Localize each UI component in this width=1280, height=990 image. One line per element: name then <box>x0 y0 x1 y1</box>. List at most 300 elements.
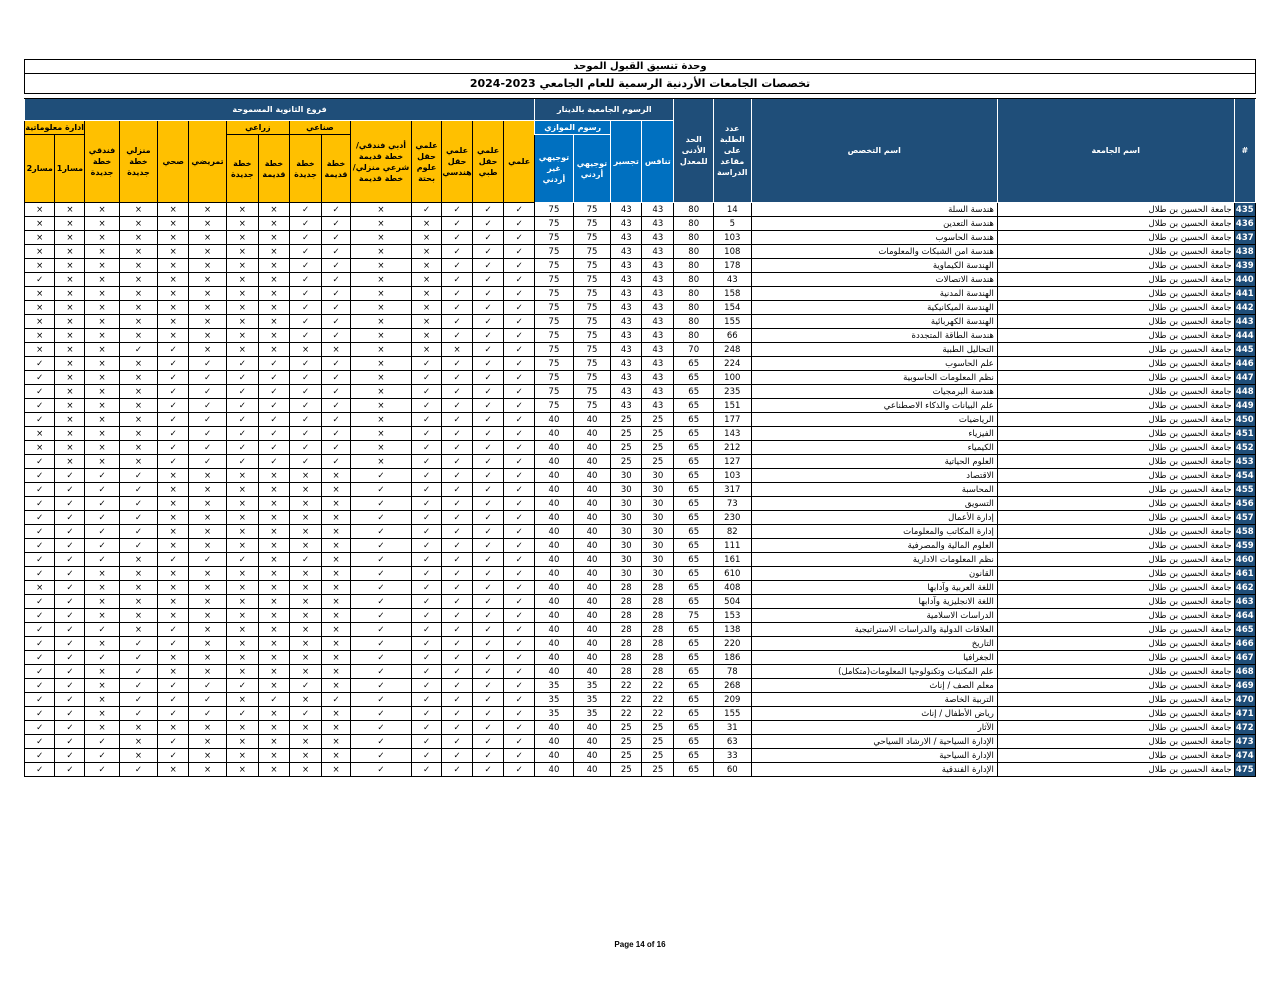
check-icon: ✓ <box>158 679 189 693</box>
table-row <box>25 735 1256 749</box>
cross-icon: × <box>226 497 258 511</box>
competitive-fee-cell: 30 <box>642 483 674 497</box>
cross-icon: × <box>226 651 258 665</box>
seats-cell: 5 <box>714 217 751 231</box>
check-icon: ✓ <box>412 539 442 553</box>
competitive-fee-cell: 25 <box>642 413 674 427</box>
cross-icon: × <box>55 455 85 469</box>
non-jordanian-fee-cell: 40 <box>535 497 574 511</box>
non-jordanian-fee-cell: 75 <box>535 217 574 231</box>
non-jordanian-fee-cell: 75 <box>535 357 574 371</box>
row-number: 437 <box>1235 232 1254 243</box>
parallel-group-header: رسوم الموازي <box>535 121 611 135</box>
min-average-cell: 65 <box>674 763 714 777</box>
seats-cell: 143 <box>714 427 751 441</box>
bridging-fee-cell: 30 <box>611 469 642 483</box>
cross-icon: × <box>189 273 226 287</box>
check-icon: ✓ <box>473 651 504 665</box>
cross-icon: × <box>158 763 189 777</box>
cross-icon: × <box>226 301 258 315</box>
check-icon: ✓ <box>504 413 535 427</box>
check-icon: ✓ <box>350 763 411 777</box>
check-icon: ✓ <box>442 665 473 679</box>
check-icon: ✓ <box>350 511 411 525</box>
jordanian-fee-cell: 40 <box>573 581 610 595</box>
row-number: 438 <box>1235 246 1254 257</box>
specialization-cell: هندسة السلة <box>751 203 997 217</box>
cross-icon: × <box>258 343 289 357</box>
specialization-cell: المحاسبة <box>751 483 997 497</box>
check-icon: ✓ <box>442 371 473 385</box>
competitive-fee-cell: 43 <box>642 217 674 231</box>
check-icon: ✓ <box>442 287 473 301</box>
row-number: 449 <box>1235 400 1254 411</box>
cross-icon: × <box>158 609 189 623</box>
check-icon: ✓ <box>442 497 473 511</box>
non-jordanian-fee-cell: 40 <box>535 623 574 637</box>
cross-icon: × <box>85 441 119 455</box>
cross-icon: × <box>412 231 442 245</box>
branches-group-header: فروع الثانوية المسموحة <box>25 99 535 121</box>
cross-icon: × <box>258 623 289 637</box>
check-icon: ✓ <box>412 427 442 441</box>
row-number: 474 <box>1235 750 1254 761</box>
cross-icon: × <box>119 749 158 763</box>
cross-icon: × <box>289 749 321 763</box>
cross-icon: × <box>119 259 158 273</box>
cross-icon: × <box>226 763 258 777</box>
min-average-cell: 65 <box>674 567 714 581</box>
non-jordanian-fee-cell: 40 <box>535 721 574 735</box>
check-icon: ✓ <box>473 539 504 553</box>
cross-icon: × <box>189 287 226 301</box>
cross-icon: × <box>189 539 226 553</box>
bridging-fee-cell: 43 <box>611 301 642 315</box>
min-average-cell: 65 <box>674 595 714 609</box>
agricultural-group-header: زراعي <box>226 121 289 135</box>
check-icon: ✓ <box>473 553 504 567</box>
row-number: 435 <box>1235 204 1254 215</box>
cross-icon: × <box>322 595 351 609</box>
specialization-cell: الهندسة المدنية <box>751 287 997 301</box>
check-icon: ✓ <box>119 483 158 497</box>
bridging-fee-cell: 22 <box>611 693 642 707</box>
cross-icon: × <box>322 637 351 651</box>
cross-icon: × <box>258 203 289 217</box>
cross-icon: × <box>119 231 158 245</box>
jordanian-fee-cell: 40 <box>573 721 610 735</box>
cross-icon: × <box>189 651 226 665</box>
check-icon: ✓ <box>226 455 258 469</box>
page-footer: Page 14 of 16 <box>614 940 666 949</box>
cross-icon: × <box>158 245 189 259</box>
competitive-fee-cell: 25 <box>642 749 674 763</box>
check-icon: ✓ <box>85 511 119 525</box>
seats-cell: 154 <box>714 301 751 315</box>
cross-icon: × <box>322 525 351 539</box>
check-icon: ✓ <box>442 707 473 721</box>
cross-icon: × <box>289 511 321 525</box>
cross-icon: × <box>189 231 226 245</box>
cross-icon: × <box>85 385 119 399</box>
check-icon: ✓ <box>412 469 442 483</box>
home-new-header: منزلي خطة جديدة <box>119 121 158 203</box>
specialization-cell: الإدارة الفندقية <box>751 763 997 777</box>
jordanian-fee-cell: 35 <box>573 693 610 707</box>
specialization-cell: الإدارة السياحية / الارشاد السياحي <box>751 735 997 749</box>
check-icon: ✓ <box>350 553 411 567</box>
check-icon: ✓ <box>85 525 119 539</box>
check-icon: ✓ <box>25 707 55 721</box>
check-icon: ✓ <box>473 609 504 623</box>
cross-icon: × <box>289 637 321 651</box>
cross-icon: × <box>189 525 226 539</box>
check-icon: ✓ <box>350 497 411 511</box>
check-icon: ✓ <box>189 399 226 413</box>
cross-icon: × <box>119 245 158 259</box>
table-row <box>25 357 1256 371</box>
check-icon: ✓ <box>158 637 189 651</box>
jordanian-fee-cell: 40 <box>573 497 610 511</box>
cross-icon: × <box>322 623 351 637</box>
table-row <box>25 763 1256 777</box>
check-icon: ✓ <box>158 371 189 385</box>
cross-icon: × <box>55 441 85 455</box>
check-icon: ✓ <box>322 371 351 385</box>
cross-icon: × <box>85 399 119 413</box>
check-icon: ✓ <box>504 469 535 483</box>
cross-icon: × <box>412 273 442 287</box>
check-icon: ✓ <box>473 525 504 539</box>
check-icon: ✓ <box>473 497 504 511</box>
specialization-cell: العلوم المالية والمصرفية <box>751 539 997 553</box>
table-row <box>25 693 1256 707</box>
cross-icon: × <box>158 231 189 245</box>
check-icon: ✓ <box>119 497 158 511</box>
table-row <box>25 287 1256 301</box>
cross-icon: × <box>226 315 258 329</box>
min-average-cell: 75 <box>674 609 714 623</box>
university-cell: جامعة الحسين بن طلال <box>997 623 1234 637</box>
university-cell: جامعة الحسين بن طلال <box>997 553 1234 567</box>
competitive-fee-cell: 28 <box>642 609 674 623</box>
competitive-fee-cell: 30 <box>642 567 674 581</box>
check-icon: ✓ <box>25 763 55 777</box>
cross-icon: × <box>322 539 351 553</box>
cross-icon: × <box>189 245 226 259</box>
check-icon: ✓ <box>322 217 351 231</box>
cross-icon: × <box>119 441 158 455</box>
cross-icon: × <box>258 497 289 511</box>
cross-icon: × <box>350 203 411 217</box>
university-cell: جامعة الحسين بن طلال <box>997 427 1234 441</box>
cross-icon: × <box>25 301 55 315</box>
check-icon: ✓ <box>442 693 473 707</box>
non-jordanian-fee-cell: 40 <box>535 455 574 469</box>
cross-icon: × <box>412 315 442 329</box>
check-icon: ✓ <box>322 273 351 287</box>
non-jordanian-fee-cell: 75 <box>535 315 574 329</box>
cross-icon: × <box>258 273 289 287</box>
competitive-fee-cell: 43 <box>642 343 674 357</box>
cross-icon: × <box>189 343 226 357</box>
check-icon: ✓ <box>504 259 535 273</box>
cross-icon: × <box>55 343 85 357</box>
min-average-cell: 80 <box>674 329 714 343</box>
cross-icon: × <box>85 371 119 385</box>
check-icon: ✓ <box>119 665 158 679</box>
non-jordanian-fee-cell: 75 <box>535 301 574 315</box>
cross-icon: × <box>85 455 119 469</box>
check-icon: ✓ <box>119 539 158 553</box>
min-average-cell: 65 <box>674 651 714 665</box>
jordanian-fee-cell: 40 <box>573 623 610 637</box>
seats-cell: 158 <box>714 287 751 301</box>
check-icon: ✓ <box>322 441 351 455</box>
check-icon: ✓ <box>25 623 55 637</box>
cross-icon: × <box>55 427 85 441</box>
check-icon: ✓ <box>504 301 535 315</box>
unit-title: وحدة تنسيق القبول الموحد <box>25 60 1256 74</box>
row-number: 455 <box>1235 484 1254 495</box>
min-average-cell: 65 <box>674 357 714 371</box>
cross-icon: × <box>25 427 55 441</box>
track1-header: مسار1 <box>55 135 85 203</box>
check-icon: ✓ <box>322 259 351 273</box>
non-jordanian-fee-cell: 40 <box>535 567 574 581</box>
check-icon: ✓ <box>442 763 473 777</box>
cross-icon: × <box>189 721 226 735</box>
check-icon: ✓ <box>189 413 226 427</box>
cross-icon: × <box>85 245 119 259</box>
cross-icon: × <box>189 469 226 483</box>
check-icon: ✓ <box>55 637 85 651</box>
cross-icon: × <box>350 217 411 231</box>
cross-icon: × <box>85 413 119 427</box>
cross-icon: × <box>85 595 119 609</box>
check-icon: ✓ <box>322 329 351 343</box>
min-average-cell: 65 <box>674 693 714 707</box>
seats-cell: 103 <box>714 469 751 483</box>
check-icon: ✓ <box>350 735 411 749</box>
check-icon: ✓ <box>189 707 226 721</box>
bridging-fee-cell: 43 <box>611 203 642 217</box>
min-average-cell: 65 <box>674 441 714 455</box>
table-row <box>25 623 1256 637</box>
cross-icon: × <box>226 259 258 273</box>
table-row <box>25 581 1256 595</box>
cross-icon: × <box>289 609 321 623</box>
cross-icon: × <box>119 315 158 329</box>
bridging-fee-cell: 30 <box>611 539 642 553</box>
cross-icon: × <box>350 315 411 329</box>
table-row <box>25 497 1256 511</box>
non-jordanian-fee-cell: 75 <box>535 343 574 357</box>
check-icon: ✓ <box>442 315 473 329</box>
competitive-fee-cell: 25 <box>642 455 674 469</box>
check-icon: ✓ <box>504 637 535 651</box>
cross-icon: × <box>322 721 351 735</box>
jordanian-fee-cell: 40 <box>573 651 610 665</box>
table-row <box>25 371 1256 385</box>
table-row <box>25 511 1256 525</box>
min-average-cell: 65 <box>674 553 714 567</box>
seats-cell: 248 <box>714 343 751 357</box>
check-icon: ✓ <box>85 735 119 749</box>
non-jordanian-fee-cell: 40 <box>535 749 574 763</box>
university-cell: جامعة الحسين بن طلال <box>997 301 1234 315</box>
check-icon: ✓ <box>504 287 535 301</box>
seats-cell: 103 <box>714 231 751 245</box>
check-icon: ✓ <box>473 749 504 763</box>
min-average-cell: 65 <box>674 399 714 413</box>
jordanian-fee-cell: 40 <box>573 511 610 525</box>
min-average-cell: 65 <box>674 679 714 693</box>
university-cell: جامعة الحسين بن طلال <box>997 217 1234 231</box>
check-icon: ✓ <box>412 637 442 651</box>
bridging-fee-cell: 43 <box>611 329 642 343</box>
check-icon: ✓ <box>119 651 158 665</box>
seats-cell: 60 <box>714 763 751 777</box>
check-icon: ✓ <box>504 203 535 217</box>
cross-icon: × <box>25 581 55 595</box>
cross-icon: × <box>55 357 85 371</box>
cross-icon: × <box>258 301 289 315</box>
check-icon: ✓ <box>473 399 504 413</box>
cross-icon: × <box>226 735 258 749</box>
cross-icon: × <box>350 413 411 427</box>
check-icon: ✓ <box>55 525 85 539</box>
university-cell: جامعة الحسين بن طلال <box>997 595 1234 609</box>
competitive-fee-cell: 43 <box>642 273 674 287</box>
cross-icon: × <box>119 595 158 609</box>
cross-icon: × <box>158 483 189 497</box>
check-icon: ✓ <box>412 413 442 427</box>
cross-icon: × <box>322 749 351 763</box>
check-icon: ✓ <box>55 721 85 735</box>
check-icon: ✓ <box>226 413 258 427</box>
bridging-fee-cell: 28 <box>611 651 642 665</box>
check-icon: ✓ <box>25 693 55 707</box>
row-number: 461 <box>1235 568 1254 579</box>
check-icon: ✓ <box>412 693 442 707</box>
non-jordanian-fee-cell: 75 <box>535 371 574 385</box>
row-number: 471 <box>1235 708 1254 719</box>
check-icon: ✓ <box>322 399 351 413</box>
row-number: 443 <box>1235 316 1254 327</box>
check-icon: ✓ <box>258 455 289 469</box>
check-icon: ✓ <box>412 679 442 693</box>
check-icon: ✓ <box>55 679 85 693</box>
cross-icon: × <box>289 343 321 357</box>
check-icon: ✓ <box>55 539 85 553</box>
cross-icon: × <box>55 371 85 385</box>
check-icon: ✓ <box>350 651 411 665</box>
university-cell: جامعة الحسين بن طلال <box>997 469 1234 483</box>
university-cell: جامعة الحسين بن طلال <box>997 203 1234 217</box>
bridging-fee-cell: 28 <box>611 581 642 595</box>
specialization-cell: الجغرافيا <box>751 651 997 665</box>
jordanian-fee-cell: 75 <box>573 315 610 329</box>
cross-icon: × <box>412 343 442 357</box>
non-jordanian-fee-cell: 75 <box>535 273 574 287</box>
min-average-cell: 65 <box>674 735 714 749</box>
cross-icon: × <box>258 553 289 567</box>
competitive-fee-cell: 43 <box>642 301 674 315</box>
row-number: 459 <box>1235 540 1254 551</box>
row-number: 453 <box>1235 456 1254 467</box>
specialization-cell: اللغة العربية وآدابها <box>751 581 997 595</box>
cross-icon: × <box>119 217 158 231</box>
cross-icon: × <box>189 483 226 497</box>
specialization-cell: إدارة المكاتب والمعلومات <box>751 525 997 539</box>
check-icon: ✓ <box>322 287 351 301</box>
seats-cell: 82 <box>714 525 751 539</box>
table-row <box>25 413 1256 427</box>
university-cell: جامعة الحسين بن طلال <box>997 455 1234 469</box>
check-icon: ✓ <box>55 511 85 525</box>
cross-icon: × <box>119 273 158 287</box>
university-cell: جامعة الحسين بن طلال <box>997 679 1234 693</box>
cross-icon: × <box>350 287 411 301</box>
specialization-cell: القانون <box>751 567 997 581</box>
min-average-cell: 65 <box>674 427 714 441</box>
check-icon: ✓ <box>412 441 442 455</box>
check-icon: ✓ <box>258 385 289 399</box>
check-icon: ✓ <box>442 539 473 553</box>
check-icon: ✓ <box>412 651 442 665</box>
cross-icon: × <box>350 385 411 399</box>
table-row <box>25 749 1256 763</box>
check-icon: ✓ <box>412 455 442 469</box>
cross-icon: × <box>258 567 289 581</box>
admissions-sheet <box>24 59 1256 777</box>
cross-icon: × <box>289 581 321 595</box>
cross-icon: × <box>350 343 411 357</box>
check-icon: ✓ <box>119 707 158 721</box>
check-icon: ✓ <box>473 273 504 287</box>
jordanian-fee-cell: 75 <box>573 329 610 343</box>
cross-icon: × <box>258 595 289 609</box>
industrial-group-header: صناعي <box>289 121 350 135</box>
non-jordanian-fee-cell: 35 <box>535 707 574 721</box>
bridging-fee-cell: 28 <box>611 595 642 609</box>
cross-icon: × <box>119 329 158 343</box>
jordanian-fee-cell: 75 <box>573 399 610 413</box>
check-icon: ✓ <box>442 581 473 595</box>
check-icon: ✓ <box>473 483 504 497</box>
cross-icon: × <box>25 441 55 455</box>
check-icon: ✓ <box>412 371 442 385</box>
university-cell: جامعة الحسين بن طلال <box>997 525 1234 539</box>
university-cell: جامعة الحسين بن طلال <box>997 329 1234 343</box>
check-icon: ✓ <box>504 735 535 749</box>
seats-cell: 63 <box>714 735 751 749</box>
cross-icon: × <box>55 413 85 427</box>
check-icon: ✓ <box>473 413 504 427</box>
jordanian-fee-cell: 75 <box>573 357 610 371</box>
cross-icon: × <box>350 231 411 245</box>
check-icon: ✓ <box>473 301 504 315</box>
check-icon: ✓ <box>55 749 85 763</box>
check-icon: ✓ <box>442 217 473 231</box>
jordanian-fee-cell: 40 <box>573 553 610 567</box>
check-icon: ✓ <box>158 357 189 371</box>
cross-icon: × <box>289 651 321 665</box>
check-icon: ✓ <box>504 441 535 455</box>
check-icon: ✓ <box>412 553 442 567</box>
cross-icon: × <box>322 763 351 777</box>
